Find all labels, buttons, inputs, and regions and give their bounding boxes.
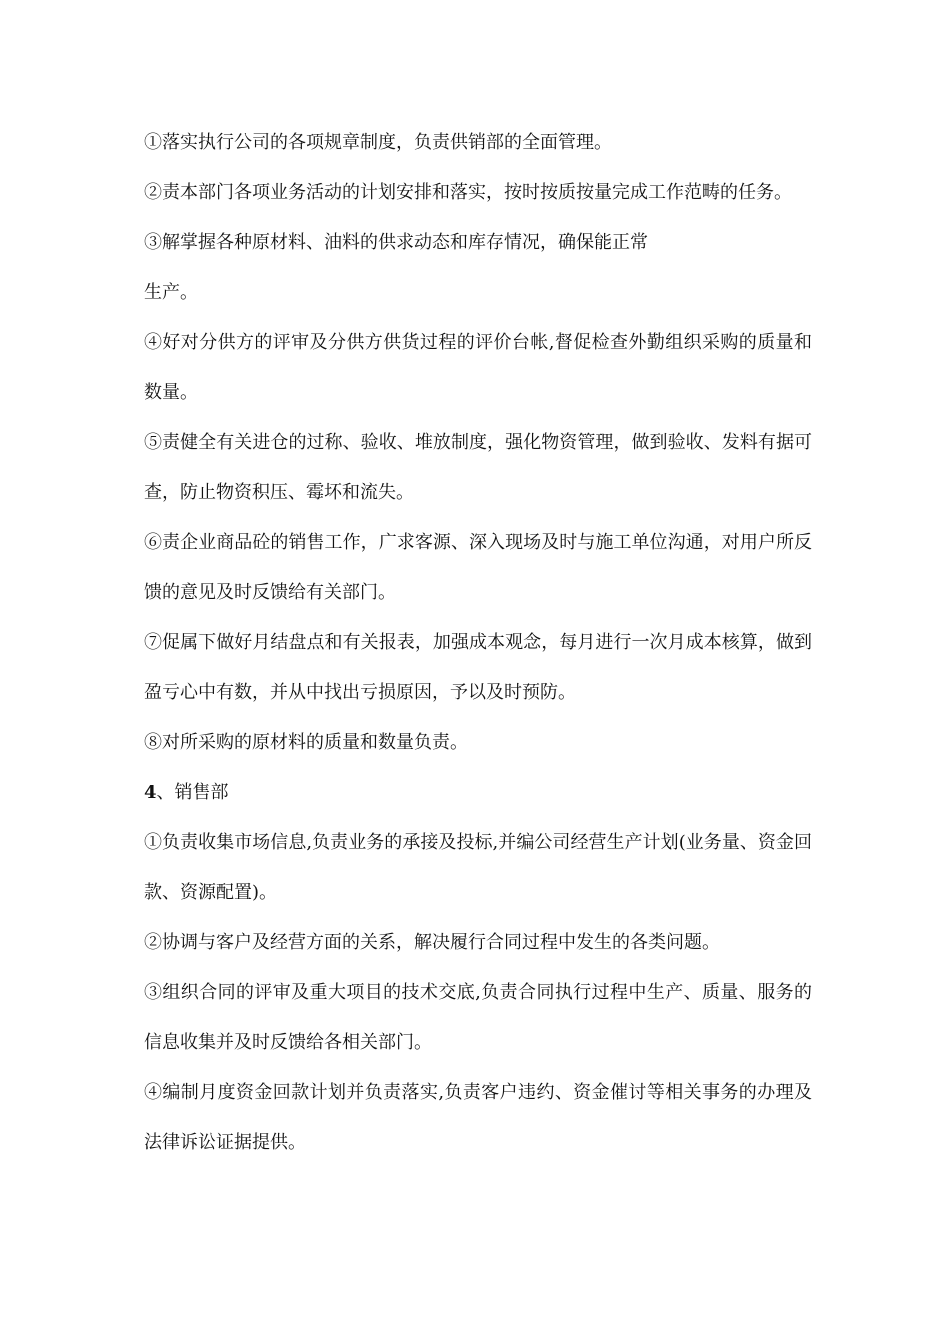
duty-item-1: ①落实执行公司的各项规章制度，负责供销部的全面管理。 <box>144 132 612 153</box>
duty-item-7: ⑦促属下做好月结盘点和有关报表，加强成本观念，每月进行一次月成本核算，做到盈亏心中有数，并从中找出亏损原因，予以及时预防。 <box>144 632 812 703</box>
duty-item-3-line-2: 生产。 <box>144 282 198 303</box>
duty-item-2: ②责本部门各项业务活动的计划安排和落实，按时按质按量完成工作范畴的任务。 <box>144 182 792 203</box>
sales-item-4: ④编制月度资金回款计划并负责落实,负责客户违约、资金催讨等相关事务的办理及法律诉讼证据提供。 <box>144 1082 812 1153</box>
sales-item-2: ②协调与客户及经营方面的关系，解决履行合同过程中发生的各类问题。 <box>144 932 720 953</box>
duty-item-4: ④好对分供方的评审及分供方供货过程的评价台帐,督促检查外勤组织采购的质量和数量。 <box>144 332 812 403</box>
section-number: 4 <box>144 782 157 803</box>
duty-item-5: ⑤责健全有关进仓的过称、验收、堆放制度，强化物资管理，做到验收、发料有据可查，防止物资积压、霉坏和流失。 <box>144 432 812 503</box>
duty-item-3-line-1: ③解掌握各种原材料、油料的供求动态和库存情况，确保能正常 <box>144 232 648 253</box>
section-heading-sales <box>144 768 812 818</box>
duty-item-8: ⑧对所采购的原材料的质量和数量负责。 <box>144 732 468 753</box>
sales-item-1: ①负责收集市场信息,负责业务的承接及投标,并编公司经营生产计划(业务量、资金回款、资源配置)。 <box>144 832 812 903</box>
document-body <box>144 118 812 1168</box>
section-title: 、销售部 <box>156 782 229 803</box>
sales-item-3: ③组织合同的评审及重大项目的技术交底,负责合同执行过程中生产、质量、服务的信息收集并及时反馈给各相关部门。 <box>144 982 812 1053</box>
duty-item-6: ⑥责企业商品砼的销售工作，广求客源、深入现场及时与施工单位沟通，对用户所反馈的意见及时反馈给有关部门。 <box>144 532 812 603</box>
